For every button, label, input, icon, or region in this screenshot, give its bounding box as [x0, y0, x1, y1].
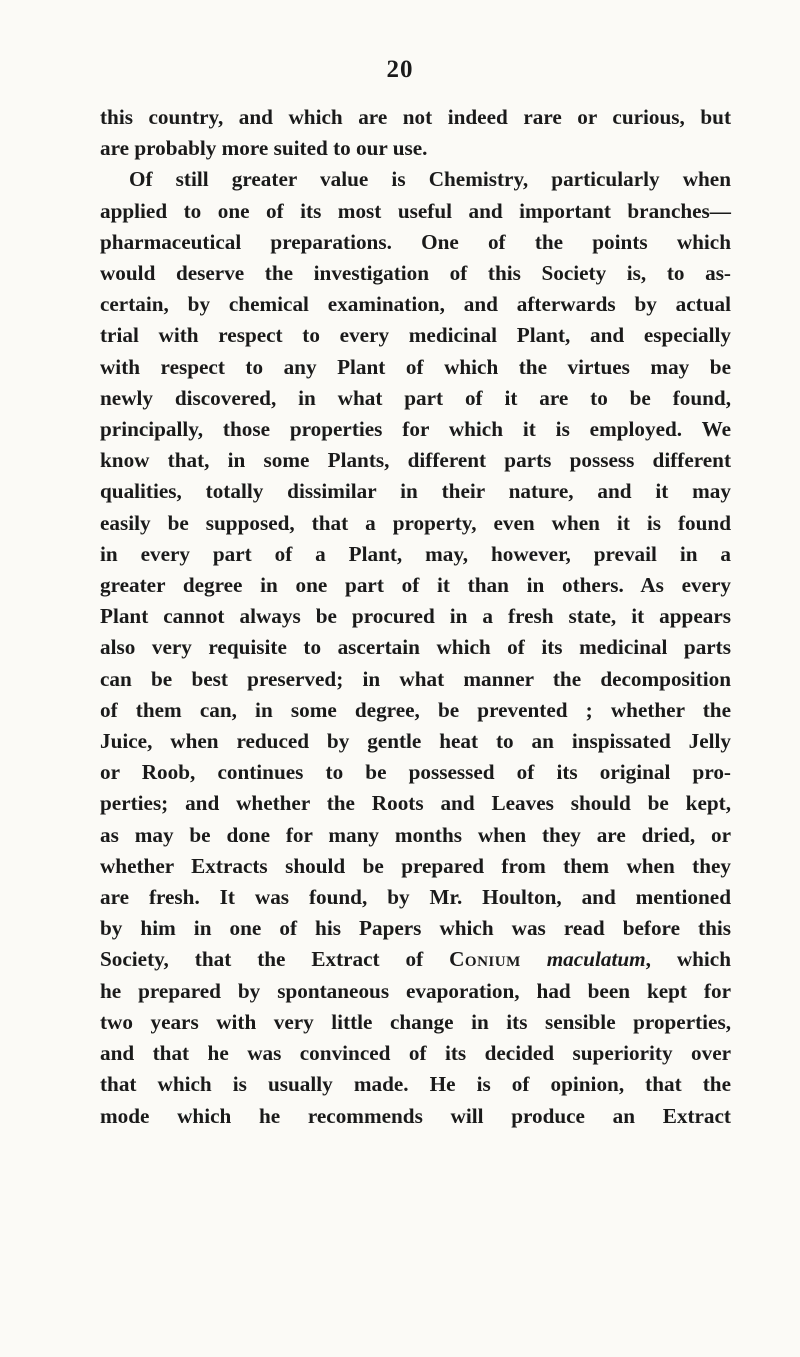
text-line: that which is usually made. He is of opinion, that the [100, 1072, 731, 1097]
text-line: applied to one of its most useful and important branches— [100, 198, 731, 223]
text-line: can be best preserved; in what manner the decomposition [100, 666, 731, 691]
text-segment: , which [645, 947, 731, 972]
text-line: perties; and whether the Roots and Leaves should be kept, [100, 791, 731, 816]
text-line: would deserve the investigation of this Society is, to as- [100, 261, 731, 286]
species-name: maculatum [546, 947, 646, 972]
text-line: by him in one of his Papers which was read before this [100, 916, 731, 941]
genus-name: Conium [449, 947, 521, 972]
text-segment: Society, that the Extract of [100, 947, 450, 972]
text-line: and that he was convinced of its decided superiority over [100, 1041, 731, 1066]
text-line: mode which he recommends will produce an Extract [100, 1103, 731, 1128]
body-text [100, 102, 731, 1132]
text-line: newly discovered, in what part of it are to be found, [100, 385, 731, 410]
text-line: pharmaceutical preparations. One of the points which [100, 229, 731, 254]
text-line: principally, those properties for which it is employed. We [100, 417, 731, 442]
text-line: qualities, totally dissimilar in their nature, and it may [100, 479, 731, 504]
text-line: he prepared by spontaneous evaporation, had been kept for [100, 978, 731, 1003]
text-segment [521, 947, 547, 971]
page-number: 20 [386, 56, 414, 83]
text-line: certain, by chemical examination, and afterwards by actual [100, 292, 731, 317]
text-line: or Roob, continues to be possessed of its original pro- [100, 760, 731, 785]
text-line: greater degree in one part of it than in others. As every [100, 573, 731, 598]
text-line: of them can, in some degree, be prevented ; whether the [100, 697, 731, 722]
text-line: whether Extracts should be prepared from them when they [100, 853, 731, 878]
text-line: know that, in some Plants, different parts possess different [100, 448, 731, 473]
text-line: Of still greater value is Chemistry, particularly when [129, 167, 731, 192]
text-line [100, 944, 731, 975]
text-line: this country, and which are not indeed rare or curious, but [100, 105, 731, 129]
text-line: Plant cannot always be procured in a fresh state, it appears [100, 604, 731, 629]
text-line: are probably more suited to our use. [100, 136, 428, 161]
text-line: in every part of a Plant, may, however, prevail in a [100, 541, 731, 566]
text-line: also very requisite to ascertain which of its medicinal parts [100, 635, 731, 660]
text-line: trial with respect to every medicinal Plant, and especially [100, 323, 731, 348]
text-line: two years with very little change in its sensible properties, [100, 1009, 731, 1034]
text-line: with respect to any Plant of which the virtues may be [100, 354, 731, 379]
text-line: are fresh. It was found, by Mr. Houlton, and mentioned [100, 885, 731, 910]
text-line: Juice, when reduced by gentle heat to an inspissated Jelly [100, 729, 731, 754]
text-line: as may be done for many months when they are dried, or [100, 822, 731, 847]
text-line: easily be supposed, that a property, even when it is found [100, 510, 731, 535]
